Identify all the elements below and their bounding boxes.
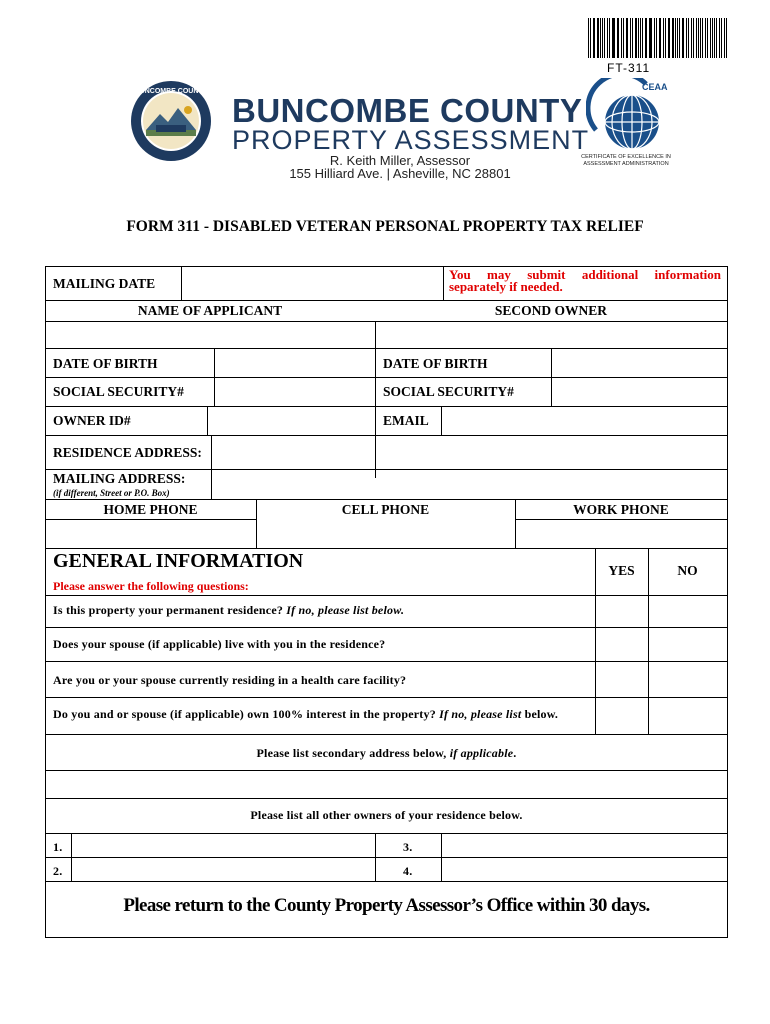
- applicant-name-input[interactable]: [47, 323, 373, 347]
- email-label: EMAIL: [383, 413, 429, 428]
- yes-column-label: YES: [608, 563, 635, 578]
- no-column-label: NO: [677, 563, 698, 578]
- home-phone-input[interactable]: [47, 521, 254, 547]
- seal-text: BUNCOMBE COUNTY: [134, 88, 208, 95]
- ssn2-label: SOCIAL SECURITY#: [383, 384, 514, 399]
- email-input[interactable]: [443, 408, 726, 434]
- home-phone-label: HOME PHONE: [103, 502, 198, 517]
- ssn-label: SOCIAL SECURITY#: [53, 384, 184, 399]
- answer-instruction: Please answer the following questions:: [53, 579, 249, 593]
- owner-id-input[interactable]: [209, 408, 373, 434]
- mailing-address-input[interactable]: [213, 471, 726, 498]
- other-owner-4-input[interactable]: [443, 859, 726, 880]
- form-title: FORM 311 - DISABLED VETERAN PERSONAL PROPERTY TAX RELIEF: [126, 218, 644, 235]
- question-ownership-interest: Do you and or spouse (if applicable) own 100% interest in the property? If no, please list below.: [53, 707, 559, 721]
- second-owner-name-input[interactable]: [377, 323, 726, 347]
- q3-yes-box[interactable]: [596, 662, 648, 697]
- q4-yes-box[interactable]: [596, 698, 648, 734]
- county-title: BUNCOMBE COUNTY: [232, 92, 583, 129]
- other-owner-1-input[interactable]: [73, 835, 373, 856]
- assessment-title: PROPERTY ASSESSMENT: [232, 125, 590, 155]
- q1-yes-box[interactable]: [596, 596, 648, 627]
- mailing-address-label: MAILING ADDRESS:: [53, 471, 186, 486]
- return-instructions: Please return to the County Property Assessor’s Office within 30 days.: [123, 895, 650, 916]
- q3-no-box[interactable]: [649, 662, 727, 697]
- second-owner-label: SECOND OWNER: [494, 303, 608, 318]
- cell-phone-label: CELL PHONE: [341, 502, 430, 517]
- owner-number-1: 1.: [53, 840, 63, 854]
- form-code: FT-311: [607, 61, 651, 75]
- other-owner-2-input[interactable]: [73, 859, 373, 880]
- other-owners-prompt: Please list all other owners of your residence below.: [250, 808, 523, 822]
- name-of-applicant-label: NAME OF APPLICANT: [137, 303, 283, 318]
- residence-address-input[interactable]: [213, 437, 726, 468]
- q1-no-box[interactable]: [649, 596, 727, 627]
- question-health-care-facility: Are you or your spouse currently residing in a health care facility?: [53, 673, 407, 687]
- dob2-input[interactable]: [553, 350, 726, 376]
- mailing-date-label: MAILING DATE: [53, 276, 156, 291]
- owner-number-3: 3.: [403, 840, 413, 854]
- secondary-address-input[interactable]: [47, 772, 726, 797]
- ceaa-text: CEAA: [642, 82, 668, 92]
- cell-phone-input[interactable]: [258, 521, 513, 547]
- dob-input[interactable]: [216, 350, 373, 376]
- ceaa-caption: CERTIFICATE OF EXCELLENCE IN ASSESSMENT ADMINISTRATION: [581, 154, 671, 167]
- other-owner-3-input[interactable]: [443, 835, 726, 856]
- mailing-date-input[interactable]: [183, 268, 441, 298]
- q4-no-box[interactable]: [649, 698, 727, 734]
- assessor-name: R. Keith Miller, Assessor: [329, 153, 471, 168]
- q2-yes-box[interactable]: [596, 628, 648, 661]
- work-phone-input[interactable]: [517, 521, 726, 547]
- residence-address-label: RESIDENCE ADDRESS:: [53, 445, 202, 460]
- work-phone-label: WORK PHONE: [573, 502, 669, 517]
- office-address: 155 Hilliard Ave. | Asheville, NC 28801: [289, 166, 511, 181]
- question-permanent-residence: Is this property your permanent residence? If no, please list below.: [53, 603, 405, 617]
- general-info-heading: GENERAL INFORMATION: [53, 550, 304, 572]
- owner-number-2: 2.: [53, 864, 63, 878]
- ssn2-input[interactable]: [553, 379, 726, 405]
- additional-info-note: You may submit additional information separately if needed.: [449, 267, 721, 294]
- owner-id-label: OWNER ID#: [53, 413, 131, 428]
- dob-label: DATE OF BIRTH: [53, 356, 158, 371]
- q2-no-box[interactable]: [649, 628, 727, 661]
- owner-number-4: 4.: [403, 864, 413, 878]
- mailing-address-hint: (if different, Street or P.O. Box): [53, 488, 170, 498]
- secondary-address-prompt: Please list secondary address below, if applicable.: [256, 746, 517, 760]
- ssn-input[interactable]: [216, 379, 373, 405]
- dob2-label: DATE OF BIRTH: [383, 356, 488, 371]
- question-spouse-lives: Does your spouse (if applicable) live with you in the residence?: [53, 637, 386, 651]
